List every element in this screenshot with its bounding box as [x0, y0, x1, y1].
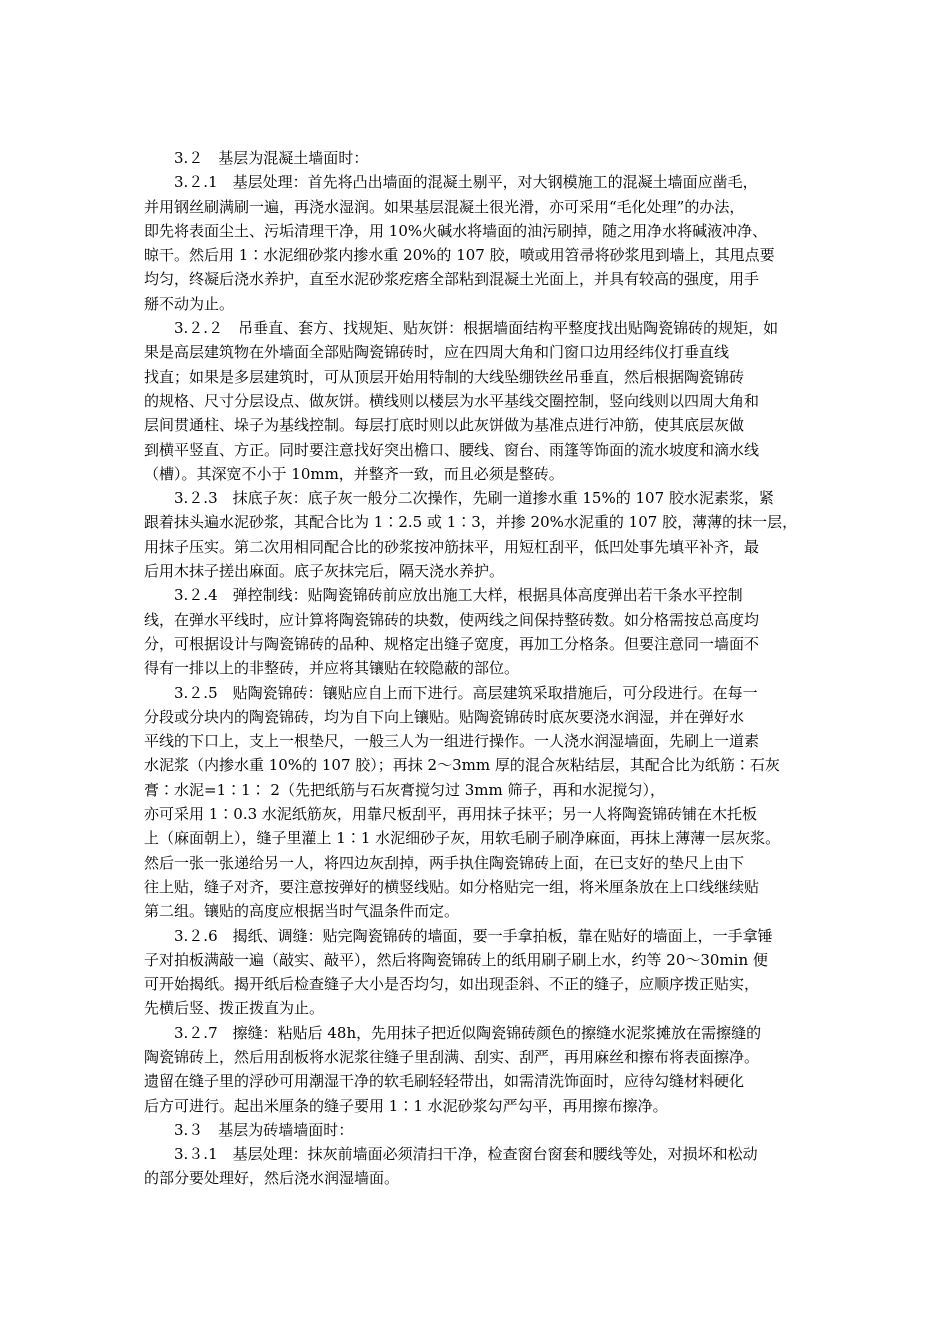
text-line: 陶瓷锦砖上，然后用刮板将水泥浆往缝子里刮满、刮实、刮严，再用麻丝和擦布将表面擦净。: [144, 1047, 760, 1066]
text-line: 到横平竖直、方正。同时要注意找好突出檐口、腰线、窗台、雨篷等饰面的流水坡度和滴水线: [144, 440, 760, 459]
text-line: 子对拍板满敲一遍（敲实、敲平），然后将陶瓷锦砖上的纸用刷子刷上水，约等 20～30min 便: [144, 950, 768, 969]
text-line: 亦可采用 1∶0.3 水泥纸筋灰，用靠尺板刮平，再用抹子抹平；另一人将陶瓷锦砖铺在木托板: [144, 805, 757, 824]
text-line: 跟着抹头遍水泥砂浆，其配合比为 1∶2.5 或 1∶3，并掺 20%水泥重的 107 胶，薄薄的抹一层，: [144, 513, 798, 532]
document-page: [144, 146, 810, 1191]
paragraph-3-2-1: [144, 170, 810, 316]
paragraph-3-2-7: [144, 1021, 810, 1118]
paragraph-3-2-3: [144, 486, 810, 583]
text-line: 3.２.4 弹控制线：贴陶瓷锦砖前应放出施工大样，根据具体高度弹出若干条水平控制: [174, 586, 743, 605]
text-line: 3.２.3 抹底子灰：底子灰一般分二次操作，先刷一道掺水重 15%的 107 胶水泥素浆，紧: [174, 489, 774, 508]
text-line: 用抹子压实。第二次用相同配合比的砂浆按冲筋抹平，用短杠刮平，低凹处事先填平补齐，最: [144, 537, 760, 556]
text-line: 3.３.1 基层处理：抹灰前墙面必须清扫干净，检查窗台窗套和腰线等处，对损坏和松动: [174, 1145, 758, 1164]
text-line: 3.２ 基层为混凝土墙面时：: [174, 149, 369, 167]
text-line: 掰不动为止。: [144, 294, 235, 313]
text-line: 即先将表面尘土、污垢清理干净，用 10%火碱水将墙面的油污刷掉，随之用净水将碱液冲净、: [144, 221, 768, 240]
text-line: 水泥浆（内掺水重 10%的 107 胶）；再抹 2～3mm 厚的混合灰粘结层，其配合比为纸筋∶石灰: [144, 756, 780, 775]
text-line: 先横后竖、拨正拨直为止。: [144, 999, 325, 1018]
text-line: 找直；如果是多层建筑时，可从顶层开始用特制的大线坠绷铁丝吊垂直，然后根据陶瓷锦砖: [144, 367, 745, 386]
text-line: 分，可根据设计与陶瓷锦砖的品种、规格定出缝子宽度，再加工分格条。但要注意同一墙面不: [144, 634, 760, 653]
text-line: 遗留在缝子里的浮砂可用潮湿干净的软毛刷轻轻带出，如需清洗饰面时，应待勾缝材料硬化: [144, 1072, 745, 1091]
paragraph-3-2-4: [144, 583, 810, 680]
paragraph-3-2-2: [144, 316, 810, 486]
text-line: 3.２.6 揭纸、调缝：贴完陶瓷锦砖的墙面，要一手拿拍板，靠在贴好的墙面上，一手拿锤: [174, 926, 773, 945]
paragraph-3-2-5: [144, 681, 810, 802]
text-line: 并用钢丝刷满刷一遍，再浇水湿润。如果基层混凝土很光滑，亦可采用“毛化处理”的办法，: [144, 197, 745, 216]
text-line: （槽）。其深宽不小于 10mm，并整齐一致，而且必须是整砖。: [144, 464, 564, 483]
text-line: 3.３ 基层为砖墙墙面时：: [174, 1120, 354, 1139]
text-line: 后用木抹子搓出麻面。底子灰抹完后，隔天浇水养护。: [144, 562, 505, 581]
text-line: 上（麻面朝上），缝子里灌上 1∶1 水泥细砂子灰，用软毛刷子刷净麻面，再抹上薄薄一层灰浆。: [144, 829, 781, 848]
text-line: 晾干。然后用 1∶水泥细砂浆内掺水重 20%的 107 胶，喷或用笤帚将砂浆甩到墙上，其甩点要: [144, 246, 775, 265]
text-line: 分段或分块内的陶瓷锦砖，均为自下向上镶贴。贴陶瓷锦砖时底灰要浇水润湿，并在弹好水: [144, 707, 745, 726]
text-line: 后方可进行。起出米厘条的缝子要用 1∶1 水泥砂浆勾严勾平，再用擦布擦净。: [144, 1096, 668, 1115]
section-heading-3-2: [144, 146, 810, 170]
text-line: 然后一张一张递给另一人，将四边灰刮掉，两手执住陶瓷锦砖上面，在已支好的垫尺上由下: [144, 853, 745, 872]
text-line: 的部分要处理好，然后浇水润湿墙面。: [144, 1169, 400, 1188]
paragraph-3-2-6: [144, 924, 810, 1021]
paragraph-3-3-1: [144, 1142, 810, 1191]
text-line: 均匀，终凝后浇水养护，直至水泥砂浆疙瘩全部粘到混凝土光面上，并具有较高的强度，用手: [144, 270, 760, 289]
text-line: 3.２.7 擦缝：粘贴后 48h，先用抹子把近似陶瓷锦砖颜色的擦缝水泥浆摊放在需擦缝的: [174, 1023, 762, 1042]
text-line: 3.２.２ 吊垂直、套方、找规矩、贴灰饼：根据墙面结构平整度找出贴陶瓷锦砖的规矩，如: [174, 319, 779, 338]
text-line: 得有一排以上的非整砖，并应将其镶贴在较隐蔽的部位。: [144, 659, 520, 678]
text-line: 层间贯通柱、垛子为基线控制。每层打底时则以此灰饼做为基准点进行冲筋，使其底层灰做: [144, 416, 745, 435]
text-line: 3.２.1 基层处理：首先将凸出墙面的混凝土剔平，对大钢模施工的混凝土墙面应凿毛，: [174, 173, 758, 192]
text-line: 可开始揭纸。揭开纸后检查缝子大小是否均匀，如出现歪斜、不正的缝子，应顺序拨正贴实，: [144, 975, 760, 994]
text-line: 第二组。镶贴的高度应根据当时气温条件而定。: [144, 902, 460, 921]
text-line: 的规格、尺寸分层设点、做灰饼。横线则以楼层为水平基线交圈控制，竖向线则以四周大角和: [144, 391, 760, 410]
text-line: 膏∶水泥=1∶1∶ 2（先把纸筋与石灰膏搅匀过 3mm 筛子，再和水泥搅匀），: [144, 780, 665, 799]
text-line: 平线的下口上，支上一根垫尺，一般三人为一组进行操作。一人浇水润湿墙面，先刷上一道素: [144, 732, 760, 751]
section-heading-3-3: [144, 1118, 810, 1142]
text-line: 往上贴，缝子对齐，要注意按弹好的横竖线贴。如分格贴完一组，将米厘条放在上口线继续贴: [144, 877, 760, 896]
text-line: 果是高层建筑物在外墙面全部贴陶瓷锦砖时，应在四周大角和门窗口边用经纬仪打垂直线: [144, 343, 730, 362]
text-line: 3.２.5 贴陶瓷锦砖：镶贴应自上而下进行。高层建筑采取措施后，可分段进行。在每一: [174, 683, 758, 702]
paragraph-3-2-5-continued: [144, 802, 810, 923]
text-line: 线，在弹水平线时，应计算将陶瓷锦砖的块数，使两线之间保持整砖数。如分格需按总高度均: [144, 610, 760, 629]
